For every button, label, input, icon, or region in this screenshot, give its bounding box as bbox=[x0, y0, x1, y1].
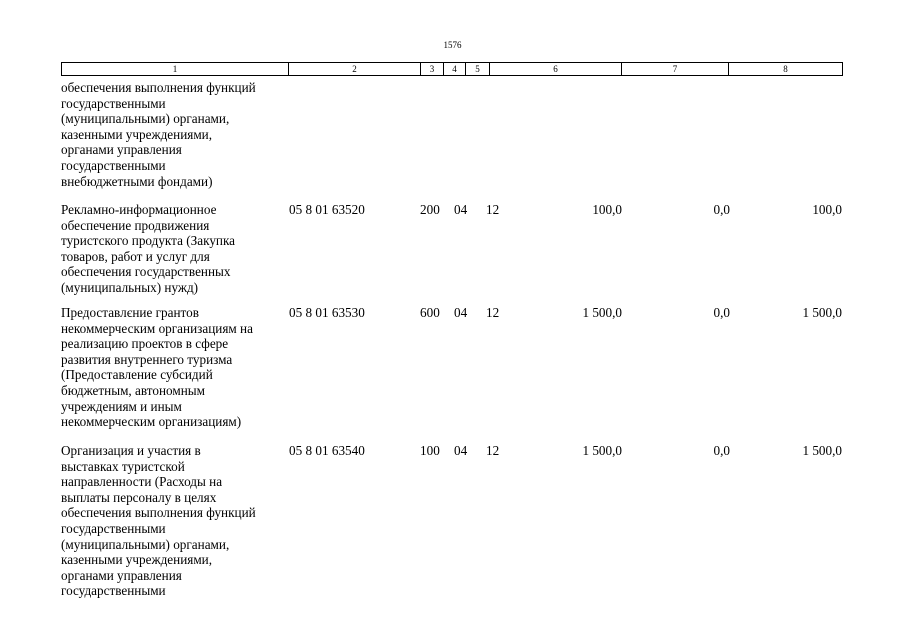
row-col7: 0,0 bbox=[713, 305, 730, 320]
description-line: некоммерческим организациям) bbox=[61, 414, 242, 430]
row-col3: 600 bbox=[420, 305, 440, 320]
row-col7: 0,0 bbox=[713, 443, 730, 458]
description-line: развития внутреннего туризма bbox=[61, 351, 233, 367]
description-line: обеспечения выполнения функций bbox=[61, 80, 256, 95]
description-line: (муниципальными) органами, bbox=[61, 536, 230, 552]
description-line: выставках туристской bbox=[61, 458, 185, 474]
row-code: 05 8 01 63520 bbox=[289, 202, 365, 217]
description-line: государственными bbox=[61, 157, 166, 173]
description-line: государственными bbox=[61, 520, 166, 536]
row-col8: 1 500,0 bbox=[802, 443, 842, 458]
description-line: выплаты персоналу в целях bbox=[61, 489, 217, 505]
row-col3: 200 bbox=[420, 202, 440, 217]
row-description bbox=[61, 202, 291, 296]
row-col4: 04 bbox=[454, 443, 468, 458]
description-line: казенными учреждениями, bbox=[61, 552, 213, 568]
description-line: органами управления bbox=[61, 142, 182, 158]
description-line: органами управления bbox=[61, 567, 182, 583]
row-col7: 0,0 bbox=[713, 202, 730, 217]
row-col6: 100,0 bbox=[592, 202, 622, 217]
table-header-row bbox=[61, 62, 843, 76]
column-header-1: 1 bbox=[62, 63, 289, 75]
description-line: Предоставлєние грантов bbox=[61, 305, 199, 320]
row-description bbox=[61, 305, 291, 430]
column-header-5: 5 bbox=[466, 63, 490, 75]
page-number: 1576 bbox=[443, 40, 462, 50]
description-line: казенными учреждениями, bbox=[61, 126, 213, 142]
description-line: (муниципальными) органами, bbox=[61, 111, 230, 127]
column-header-6: 6 bbox=[490, 63, 622, 75]
row-col5: 12 bbox=[486, 202, 500, 217]
row-code: 05 8 01 63540 bbox=[289, 443, 365, 458]
row-col4: 04 bbox=[454, 305, 468, 320]
row-col5: 12 bbox=[486, 305, 500, 320]
description-line: некоммерческим организациям на bbox=[61, 320, 253, 336]
description-line: учреждениям и иным bbox=[61, 398, 182, 414]
row-col8: 100,0 bbox=[812, 202, 842, 217]
description-line: государственными bbox=[61, 95, 166, 111]
description-line: реализацию проектов в сфере bbox=[61, 336, 229, 352]
description-line: Рекламно-информационное bbox=[61, 202, 217, 217]
row-col6: 1 500,0 bbox=[582, 443, 622, 458]
row-col8: 1 500,0 bbox=[802, 305, 842, 320]
column-header-7: 7 bbox=[622, 63, 729, 75]
description-line: туристского продукта (Закупка bbox=[61, 233, 236, 249]
description-line: Организация и участия в bbox=[61, 443, 201, 458]
continuation-description bbox=[61, 80, 291, 189]
description-line: обеспечения государственных bbox=[61, 264, 231, 280]
row-description bbox=[61, 443, 291, 599]
description-line: обеспечение продвижения bbox=[61, 217, 210, 233]
description-line: внебюджетными фондами) bbox=[61, 173, 213, 189]
column-header-4: 4 bbox=[444, 63, 466, 75]
row-col5: 12 bbox=[486, 443, 500, 458]
description-line: государственными bbox=[61, 583, 166, 599]
description-line: (Предоставление субсидий bbox=[61, 367, 213, 383]
description-line: направленности (Расходы на bbox=[61, 474, 223, 490]
description-line: бюджетным, автономным bbox=[61, 382, 205, 398]
description-line: обеспечения выполнения функций bbox=[61, 505, 256, 521]
description-line: (муниципальных) нужд) bbox=[61, 279, 199, 295]
row-col4: 04 bbox=[454, 202, 468, 217]
column-header-2: 2 bbox=[289, 63, 421, 75]
column-header-8: 8 bbox=[783, 64, 788, 74]
row-code: 05 8 01 63530 bbox=[289, 305, 365, 320]
description-line: товаров, работ и услуг для bbox=[61, 248, 210, 264]
column-header-3: 3 bbox=[421, 63, 444, 75]
row-col6: 1 500,0 bbox=[582, 305, 622, 320]
row-col3: 100 bbox=[420, 443, 440, 458]
